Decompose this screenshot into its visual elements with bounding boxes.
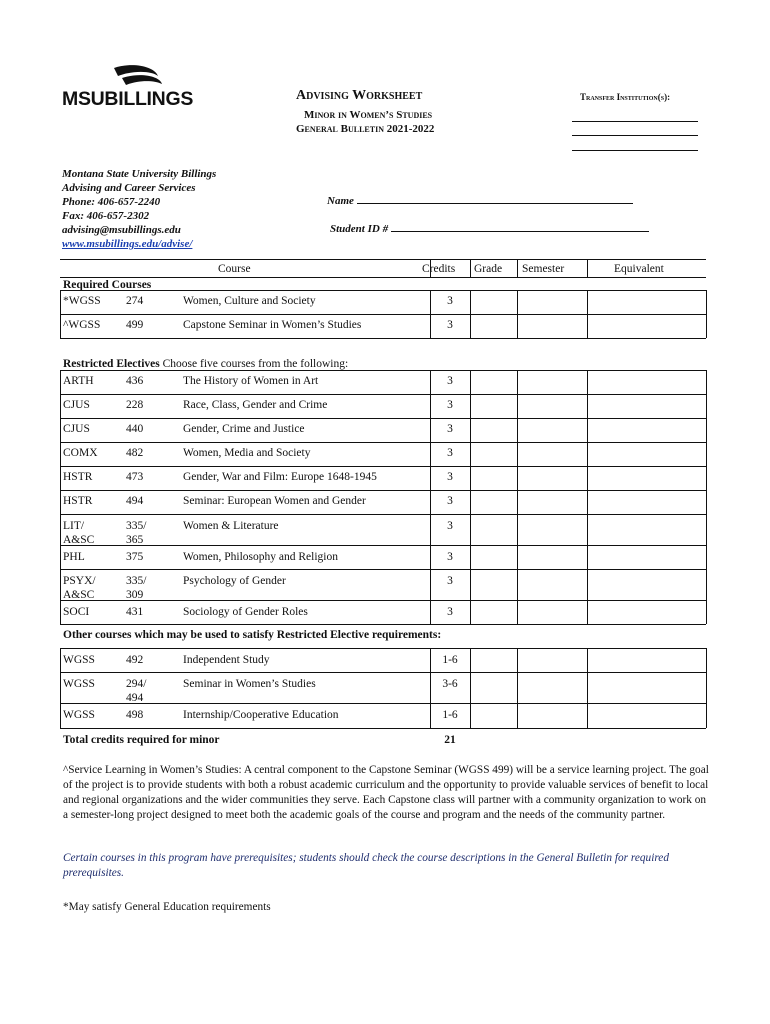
contact-fax: Fax: 406-657-2302	[62, 210, 150, 222]
grade-cell[interactable]	[471, 704, 517, 728]
grid-rule	[706, 672, 707, 703]
transfer-institution-label: Transfer Institution(s):	[580, 92, 671, 102]
equivalent-cell[interactable]	[588, 315, 706, 338]
course-title: Gender, Crime and Justice	[183, 423, 305, 435]
course-dept: HSTR	[63, 471, 93, 483]
grade-cell[interactable]	[471, 443, 517, 466]
course-credits: 3	[447, 399, 453, 411]
grid-rule	[60, 514, 61, 545]
course-title: The History of Women in Art	[183, 375, 319, 387]
equivalent-cell[interactable]	[588, 515, 706, 545]
header-rule-bottom	[60, 277, 706, 278]
grid-rule	[60, 545, 61, 569]
course-credits: 3	[447, 575, 453, 587]
col-course: Course	[218, 263, 251, 275]
course-title: Women, Philosophy and Religion	[183, 551, 338, 563]
course-credits: 3-6	[442, 678, 458, 690]
course-number: 294/ 494	[126, 678, 147, 704]
grade-cell[interactable]	[471, 649, 517, 672]
page-title: Advising Worksheet	[296, 88, 423, 103]
grid-rule	[60, 290, 61, 314]
semester-cell[interactable]	[518, 704, 587, 728]
course-number: 375	[126, 551, 144, 563]
total-credits: 21	[444, 734, 456, 746]
equivalent-cell[interactable]	[588, 443, 706, 466]
grid-rule	[706, 600, 707, 624]
course-dept: CJUS	[63, 399, 90, 411]
grade-cell[interactable]	[471, 546, 517, 569]
grid-rule	[706, 290, 707, 314]
grid-rule	[60, 466, 61, 490]
course-dept: COMX	[63, 447, 98, 459]
course-number: 498	[126, 709, 144, 721]
grid-rule	[706, 314, 707, 338]
grade-cell[interactable]	[471, 419, 517, 442]
logo-text: MSUBILLINGS	[62, 88, 194, 110]
course-dept: *WGSS	[63, 295, 101, 307]
equivalent-cell[interactable]	[588, 371, 706, 394]
transfer-line-1[interactable]	[572, 121, 698, 122]
equivalent-cell[interactable]	[588, 649, 706, 672]
course-number: 473	[126, 471, 144, 483]
student-id-field[interactable]	[330, 222, 649, 235]
course-credits: 3	[447, 447, 453, 459]
course-dept: LIT/ A&SC	[63, 520, 95, 546]
section-restricted: Restricted Electives Choose five courses from the following:	[63, 358, 349, 370]
grid-rule	[706, 370, 707, 394]
grade-cell[interactable]	[471, 467, 517, 490]
grid-rule	[60, 418, 61, 442]
grid-rule	[706, 545, 707, 569]
semester-cell[interactable]	[518, 673, 587, 703]
grade-cell[interactable]	[471, 491, 517, 514]
course-title: Women & Literature	[183, 520, 279, 532]
course-credits: 3	[447, 423, 453, 435]
course-credits: 1-6	[442, 654, 458, 666]
course-credits: 3	[447, 551, 453, 563]
grid-rule	[60, 600, 61, 624]
equivalent-cell[interactable]	[588, 704, 706, 728]
grid-rule	[706, 569, 707, 600]
course-number: 335/ 365	[126, 520, 147, 546]
semester-cell[interactable]	[518, 443, 587, 466]
course-title: Gender, War and Film: Europe 1648-1945	[183, 471, 377, 483]
grid-rule	[60, 648, 61, 672]
course-dept: ARTH	[63, 375, 94, 387]
course-credits: 3	[447, 375, 453, 387]
course-credits: 3	[447, 471, 453, 483]
course-title: Race, Class, Gender and Crime	[183, 399, 328, 411]
course-credits: 3	[447, 295, 453, 307]
semester-cell[interactable]	[518, 491, 587, 514]
course-dept: WGSS	[63, 678, 95, 690]
gen-ed-note: *May satisfy General Education requirements	[63, 901, 271, 913]
student-id-input-line[interactable]	[391, 222, 649, 232]
grade-cell[interactable]	[471, 395, 517, 418]
grid-rule	[60, 569, 61, 600]
grid-rule	[60, 370, 61, 394]
grid-rule	[706, 394, 707, 418]
grade-cell[interactable]	[471, 315, 517, 338]
course-credits: 1-6	[442, 709, 458, 721]
total-label: Total credits required for minor	[63, 734, 220, 746]
contact-phone: Phone: 406-657-2240	[62, 196, 161, 208]
course-title: Capstone Seminar in Women’s Studies	[183, 319, 362, 331]
semester-cell[interactable]	[518, 601, 587, 624]
course-title: Seminar in Women’s Studies	[183, 678, 316, 690]
course-title: Sociology of Gender Roles	[183, 606, 308, 618]
course-credits: 3	[447, 319, 453, 331]
semester-cell[interactable]	[518, 649, 587, 672]
course-credits: 3	[447, 495, 453, 507]
equivalent-cell[interactable]	[588, 419, 706, 442]
grid-rule	[60, 490, 61, 514]
equivalent-cell[interactable]	[588, 491, 706, 514]
grid-rule	[587, 259, 588, 277]
semester-cell[interactable]	[518, 291, 587, 314]
grid-rule	[706, 514, 707, 545]
page-subtitle: Minor in Women’s Studies	[304, 109, 433, 121]
course-number: 494	[126, 495, 144, 507]
grid-rule	[60, 624, 706, 625]
grid-rule	[60, 703, 61, 728]
grid-rule	[706, 442, 707, 466]
grade-cell[interactable]	[471, 570, 517, 600]
course-title: Independent Study	[183, 654, 270, 666]
course-title: Seminar: European Women and Gender	[183, 495, 366, 507]
course-dept: SOCI	[63, 606, 90, 618]
course-number: 228	[126, 399, 144, 411]
bulletin-year: General Bulletin 2021-2022	[296, 123, 435, 135]
equivalent-cell[interactable]	[588, 570, 706, 600]
col-credits: Credits	[422, 263, 456, 275]
contact-email: advising@msubillings.edu	[62, 224, 181, 236]
course-title: Psychology of Gender	[183, 575, 286, 587]
course-dept: CJUS	[63, 423, 90, 435]
contact-university: Montana State University Billings	[62, 168, 217, 180]
grid-rule	[706, 466, 707, 490]
course-number: 436	[126, 375, 144, 387]
contact-office: Advising and Career Services	[62, 182, 196, 194]
equivalent-cell[interactable]	[588, 546, 706, 569]
name-input-line[interactable]	[357, 194, 633, 204]
course-number: 499	[126, 319, 144, 331]
semester-cell[interactable]	[518, 570, 587, 600]
semester-cell[interactable]	[518, 515, 587, 545]
course-number: 440	[126, 423, 144, 435]
semester-cell[interactable]	[518, 371, 587, 394]
grid-rule	[470, 259, 471, 277]
grade-cell[interactable]	[471, 371, 517, 394]
course-dept: HSTR	[63, 495, 93, 507]
equivalent-cell[interactable]	[588, 673, 706, 703]
grade-cell[interactable]	[471, 601, 517, 624]
grid-rule	[60, 672, 61, 703]
course-dept: ^WGSS	[63, 319, 101, 331]
course-credits: 3	[447, 520, 453, 532]
service-learning-note: ^Service Learning in Women’s Studies: A central component to the Capstone Seminar (WGSS 499) will be a service learning project. The goal of the project is to provide students with both a robust academic curriculum and the opportunity to provide valuable services of benefit to local and regional organizations and the wider communities they serve. Each Capstone class will partner with a community organization to work on a semester-long project designed to meet both the academic goals of the course and program and the needs of the community partner.	[63, 764, 709, 821]
semester-cell[interactable]	[518, 419, 587, 442]
col-grade: Grade	[474, 263, 503, 275]
course-number: 482	[126, 447, 144, 459]
course-dept: PSYX/ A&SC	[63, 575, 96, 601]
grid-rule	[706, 648, 707, 672]
course-dept: WGSS	[63, 709, 95, 721]
student-id-label: Student ID #	[330, 223, 389, 235]
prerequisites-note: Certain courses in this program have prerequisites; students should check the course descriptions in the General Bulletin for required prerequisites.	[63, 852, 669, 879]
course-dept: PHL	[63, 551, 85, 563]
grid-rule	[60, 314, 61, 338]
equivalent-cell[interactable]	[588, 467, 706, 490]
equivalent-cell[interactable]	[588, 601, 706, 624]
transfer-line-3[interactable]	[572, 150, 698, 151]
grade-cell[interactable]	[471, 291, 517, 314]
grid-rule	[60, 338, 706, 339]
grid-rule	[430, 259, 431, 277]
grid-rule	[517, 259, 518, 277]
section-other: Other courses which may be used to satisfy Restricted Elective requirements:	[63, 629, 442, 641]
course-number: 335/ 309	[126, 575, 147, 601]
col-equivalent: Equivalent	[614, 263, 664, 275]
grid-rule	[60, 442, 61, 466]
grid-rule	[60, 394, 61, 418]
course-title: Women, Media and Society	[183, 447, 311, 459]
course-dept: WGSS	[63, 654, 95, 666]
course-number: 492	[126, 654, 144, 666]
grade-cell[interactable]	[471, 515, 517, 545]
semester-cell[interactable]	[518, 546, 587, 569]
grid-rule	[706, 490, 707, 514]
equivalent-cell[interactable]	[588, 395, 706, 418]
col-semester: Semester	[522, 263, 565, 275]
name-label: Name	[327, 195, 354, 207]
header-rule-top	[60, 259, 706, 260]
course-title: Women, Culture and Society	[183, 295, 316, 307]
grade-cell[interactable]	[471, 673, 517, 703]
grid-rule	[60, 728, 706, 729]
semester-cell[interactable]	[518, 315, 587, 338]
semester-cell[interactable]	[518, 467, 587, 490]
section-required: Required Courses	[63, 279, 152, 291]
grid-rule	[706, 703, 707, 728]
contact-block	[62, 167, 216, 251]
equivalent-cell[interactable]	[588, 291, 706, 314]
transfer-line-2[interactable]	[572, 135, 698, 136]
course-number: 274	[126, 295, 144, 307]
contact-website-link[interactable]: www.msubillings.edu/advise/	[62, 238, 193, 250]
semester-cell[interactable]	[518, 395, 587, 418]
course-number: 431	[126, 606, 144, 618]
grid-rule	[706, 418, 707, 442]
course-credits: 3	[447, 606, 453, 618]
course-title: Internship/Cooperative Education	[183, 709, 339, 721]
name-field[interactable]	[327, 194, 633, 207]
